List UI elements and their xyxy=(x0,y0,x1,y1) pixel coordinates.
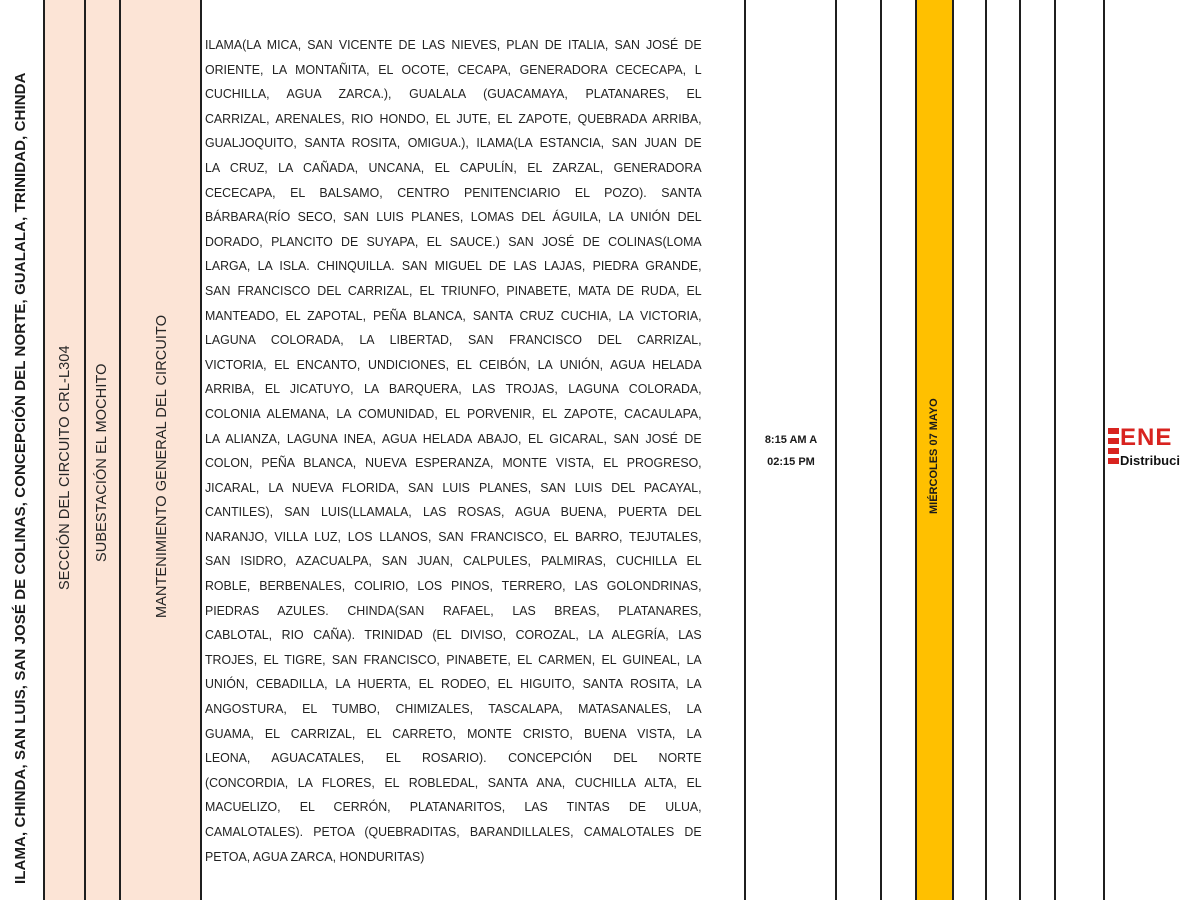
detail-line: BÁRBARA(RÍO SECO, SAN LUIS PLANES, LOMAS DEL ÁGUILA, LA UNIÓN DEL xyxy=(205,209,702,225)
detail-line: DORADO, PLANCITO DE SUYAPA, EL SAUCE.) SAN JOSÉ DE COLINAS(LOMA xyxy=(205,233,702,249)
detail-line: MACUELIZO, EL CERRÓN, PLATANARITOS, LAS TINTAS DE ULUA, xyxy=(205,799,702,815)
detail-line: LA ALIANZA, LAGUNA INEA, AGUA HELADA ABAJO, EL GICARAL, SAN JOSÉ DE xyxy=(205,430,702,446)
detail-line: NARANJO, VILLA LUZ, LOS LLANOS, SAN FRANCISCO, EL BARRO, TEJUTALES, xyxy=(205,528,702,544)
detail-line: LAGUNA COLORADA, LA LIBERTAD, SAN FRANCISCO DEL CARRIZAL, xyxy=(205,332,702,348)
grid-line xyxy=(835,0,837,900)
detail-line: ROBLE, BERBENALES, COLIRIO, LOS PINOS, TERRERO, LAS GOLONDRINAS, xyxy=(205,578,702,594)
logo-mark-icon xyxy=(1108,428,1120,464)
detail-line: CARRIZAL, ARENALES, RIO HONDO, EL JUTE, EL ZAPOTE, QUEBRADA ARRIBA, xyxy=(205,110,702,126)
detail-line: GUALJOQUITO, SANTA ROSITA, OMIGUA.), ILAMA(LA ESTANCIA, SAN JUAN DE xyxy=(205,135,702,151)
grid-line xyxy=(985,0,987,900)
detail-line: SAN ISIDRO, AZACUALPA, SAN JUAN, CALPULES, PALMIRAS, CUCHILLA EL xyxy=(205,553,702,569)
detail-line: (CONCORDIA, LA FLORES, EL ROBLEDAL, SANTA ANA, CUCHILLA ALTA, EL xyxy=(205,774,702,790)
grid-line xyxy=(84,0,86,900)
detail-line: CAMALOTALES). PETOA (QUEBRADITAS, BARANDILLALES, CAMALOTALES DE xyxy=(205,824,702,839)
grid-line xyxy=(119,0,121,900)
grid-line xyxy=(952,0,954,900)
detail-line: SAN FRANCISCO DEL CARRIZAL, EL TRIUNFO, PINABETE, MATA DE RUDA, EL xyxy=(205,282,702,298)
grid-line xyxy=(1103,0,1105,900)
grid-line xyxy=(1054,0,1056,900)
detail-line: LA CRUZ, LA CAÑADA, UNCANA, EL CAPULÍN, EL ZARZAL, GENERADORA xyxy=(205,159,702,175)
detail-line: ANGOSTURA, EL TUMBO, CHIMIZALES, TASCALAPA, MATASANALES, LA xyxy=(205,701,702,717)
localities-header: ILAMA, CHINDA, SAN LUIS, SAN JOSÉ DE COLINAS, CONCEPCIÓN DEL NORTE, GUALALA, TRINIDAD, CHINDA xyxy=(12,72,29,884)
grid-line xyxy=(915,0,917,900)
detail-line: GUAMA, EL CARRIZAL, EL CARRETO, MONTE CRISTO, BUENA VISTA, LA xyxy=(205,725,702,741)
substation-label: SUBESTACIÓN EL MOCHITO xyxy=(94,363,110,562)
detail-line: CABLOTAL, RIO CAÑA). TRINIDAD (EL DIVISO, COROZAL, LA ALEGRÍA, LAS xyxy=(205,627,702,643)
section-label: SECCIÓN DEL CIRCUITO CRL-L304 xyxy=(57,345,73,590)
detail-line: MANTEADO, EL ZAPOTAL, PEÑA BLANCA, SANTA CRUZ CUCHIA, LA VICTORIA, xyxy=(205,307,702,323)
company-logo xyxy=(1108,424,1200,474)
detail-line: ORIENTE, LA MONTAÑITA, EL OCOTE, CECAPA, GENERADORA CECECAPA, L xyxy=(205,61,702,77)
grid-line xyxy=(1019,0,1021,900)
time-end: 02:15 PM xyxy=(767,456,815,468)
detail-line: UNIÓN, CEBADILLA, LA HUERTA, EL RODEO, EL HIGUITO, SANTA ROSITA, LA xyxy=(205,676,702,692)
detail-line: PETOA, AGUA ZARCA, HONDURITAS) xyxy=(205,848,425,864)
grid-line xyxy=(200,0,202,900)
logo-subtitle: Distribuci xyxy=(1120,453,1180,468)
logo-word: ENE xyxy=(1120,424,1173,451)
detail-line: CUCHILLA, AGUA ZARCA.), GUALALA (GUACAMAYA, PLATANARES, EL xyxy=(205,86,702,102)
detail-line: COLONIA ALEMANA, LA COMUNIDAD, EL PORVENIR, EL ZAPOTE, CACAULAPA, xyxy=(205,405,702,421)
detail-line: CANTILES), SAN LUIS(LLAMALA, LAS ROSAS, AGUA BUENA, PUERTA DEL xyxy=(205,504,702,520)
date-label: MIÉRCOLES 07 MAYO xyxy=(928,398,940,514)
detail-line: JICARAL, LA NUEVA FLORIDA, SAN LUIS PLANES, SAN LUIS DEL PACAYAL, xyxy=(205,479,702,495)
grid-line xyxy=(744,0,746,900)
time-start: 8:15 AM A xyxy=(764,434,818,446)
detail-line: LEONA, AGUACATALES, EL ROSARIO). CONCEPCIÓN DEL NORTE xyxy=(205,750,702,766)
detail-line: CECECAPA, EL BALSAMO, CENTRO PENITENCIARIO EL POZO). SANTA xyxy=(205,184,702,200)
work-type-label: MANTENIMIENTO GENERAL DEL CIRCUITO xyxy=(154,314,170,618)
detail-line: TROJES, EL TIGRE, SAN FRANCISCO, PINABETE, EL CARMEN, EL GUINEAL, LA xyxy=(205,651,702,667)
grid-line xyxy=(880,0,882,900)
grid-line xyxy=(43,0,45,900)
affected-areas-text xyxy=(205,33,702,869)
detail-line: ILAMA(LA MICA, SAN VICENTE DE LAS NIEVES, PLAN DE ITALIA, SAN JOSÉ DE xyxy=(205,37,702,52)
detail-line: PIEDRAS AZULES. CHINDA(SAN RAFAEL, LAS BREAS, PLATANARES, xyxy=(205,602,702,618)
detail-line: LARGA, LA ISLA. CHINQUILLA. SAN MIGUEL DE LAS LAJAS, PIEDRA GRANDE, xyxy=(205,258,702,274)
detail-line: VICTORIA, EL ENCANTO, UNDICIONES, EL CEIBÓN, LA UNIÓN, AGUA HELADA xyxy=(205,356,702,372)
detail-line: COLON, PEÑA BLANCA, NUEVA ESPERANZA, MONTE VISTA, EL PROGRESO, xyxy=(205,455,702,471)
detail-line: ARRIBA, EL JICATUYO, LA BARQUERA, LAS TROJAS, LAGUNA COLORADA, xyxy=(205,381,702,397)
